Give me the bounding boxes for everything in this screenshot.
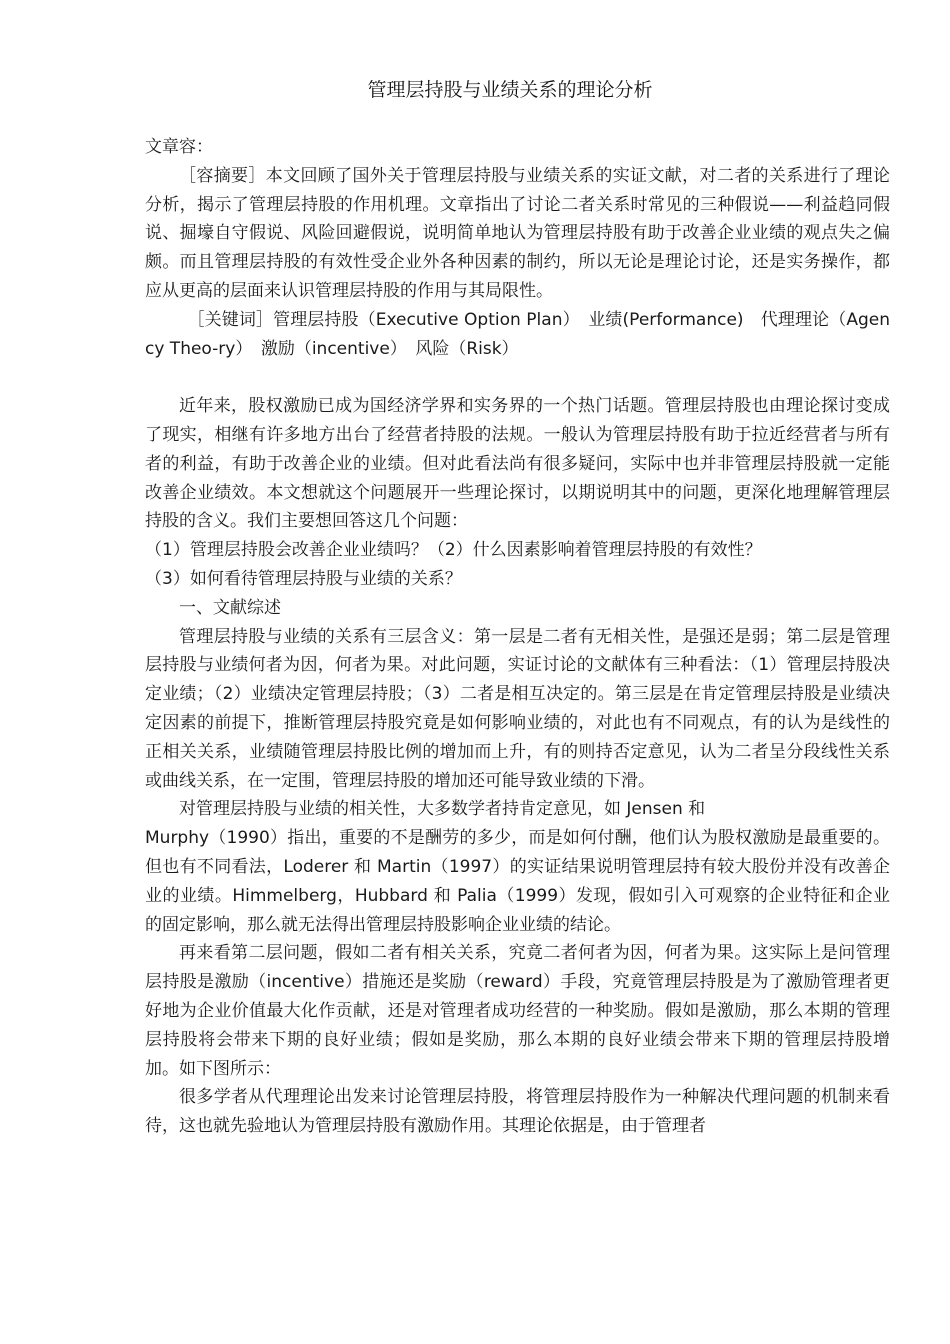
paragraph-3: 再来看第二层问题，假如二者有相关关系，究竟二者何者为因，何者为果。这实际上是问管理层持股是激励（incentive）措施还是奖励（reward）手段，究竟管理层持股是为了激励管理者更好地为企业价值最大化作贡献，还是对管理者成功经营的一种奖励。假如是激励，那么本期的管理层持股将会带来下期的良好业绩；假如是奖励，那么本期的良好业绩会带来下期的管理层持股增加。如下图所示： [145,943,890,1079]
paragraph-1: 管理层持股与业绩的关系有三层含义：第一层是二者有无相关性，是强还是弱；第二层是管理层持股与业绩何者为因，何者为果。对此问题，实证讨论的文献体有三种看法：（1）管理层持股决定业绩；（2）业绩决定管理层持股；（3）二者是相互决定的。第三层是在肯定管理层持股是业绩决定因素的前提下，推断管理层持股究竟是如何影响业绩的，对此也有不同观点，有的认为是线性的正相关关系，业绩随管理层持股比例的增加而上升，有的则持否定意见，认为二者呈分段线性关系或曲线关系，在一定围，管理层持股的增加还可能导致业绩的下滑。 [145,626,890,791]
abstract-paragraph: ［容摘要］本文回顾了国外关于管理层持股与业绩关系的实证文献，对二者的关系进行了理论分析，揭示了管理层持股的作用机理。文章指出了讨论二者关系时常见的三种假说——利益趋同假说、掘壕自守假说、风险回避假说，说明简单地认为管理层持股有助于改善企业业绩的观点失之偏颇。而且管理层持股的有效性受企业外各种因素的制约，所以无论是理论讨论，还是实务操作，都应从更高的层面来认识管理层持股的作用与其局限性。 [145,165,890,301]
paragraph-2-line-1: 对管理层持股与业绩的相关性，大多数学者持肯定意见，如 Jensen 和 [179,799,706,820]
paragraph-4: 很多学者从代理理论出发来讨论管理层持股，将管理层持股作为一种解决代理问题的机制来看待，这也就先验地认为管理层持股有激励作用。其理论依据是，由于管理者 [145,1087,890,1137]
document-body [145,133,890,1141]
intro-paragraph: 近年来，股权激励已成为国经济学界和实务界的一个热门话题。管理层持股也由理论探讨变成了现实，相继有许多地方出台了经营者持股的法规。一般认为管理层持股有助于拉近经营者与所有者的利益，有助于改善企业的业绩。但对此看法尚有很多疑问，实际中也并非管理层持股就一定能改善企业绩效。本文想就这个问题展开一些理论探讨，以期说明其中的问题，更深化地理解管理层持股的含义。我们主要想回答这几个问题： [145,396,890,532]
document-title: 管理层持股与业绩关系的理论分析 [367,79,653,101]
paragraph-2-rest: Murphy（1990）指出，重要的不是酬劳的多少，而是如何付酬，他们认为股权激励是最重要的。但也有不同看法，Loderer 和 Martin（1997）的实证结果说明管理层持有较大股份并没有改善企业的业绩。Himmelberg，Hubbard 和 Palia（1999）发现，假如引入可观察的企业特征和企业的固定影响，那么就无法得出管理层持股影响企业业绩的结论。 [145,828,890,935]
keywords-paragraph: ［关键词］管理层持股（Executive Option Plan） 业绩(Performance) 代理理论（Agency Theo-ry） 激励（incentive） 风险（Risk） [145,309,890,359]
question-line-3: （3）如何看待管理层持股与业绩的关系？ [145,568,462,589]
question-line-1-2: （1）管理层持股会改善企业业绩吗？（2）什么因素影响着管理层持股的有效性？ [145,540,762,561]
section-heading: 一、文献综述 [179,597,281,618]
content-label: 文章容： [145,137,213,157]
blank-line [145,363,890,392]
